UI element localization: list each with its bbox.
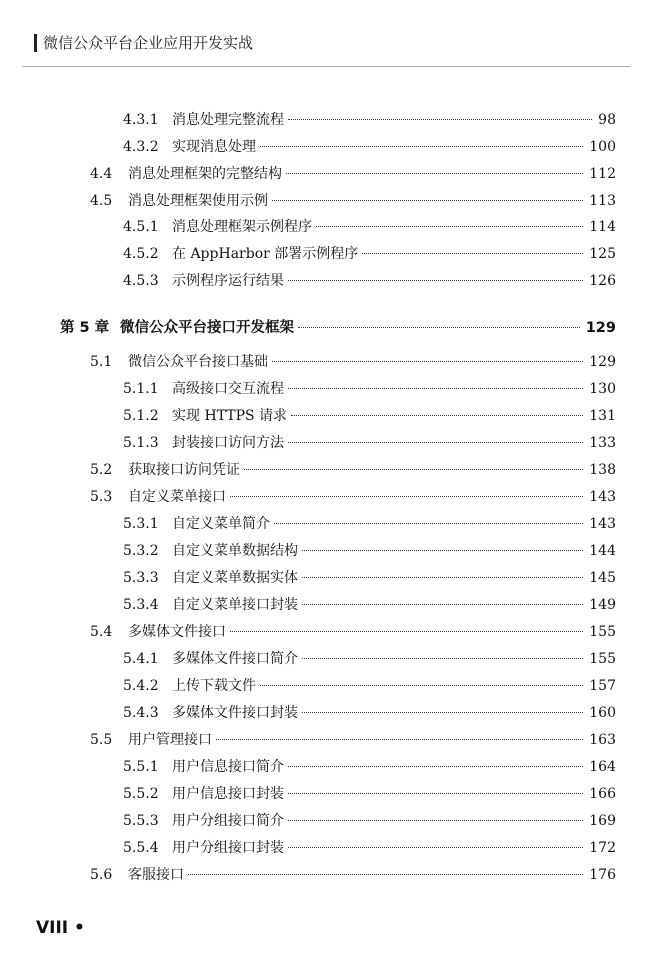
toc-title: 实现消息处理 [172, 139, 256, 155]
toc-page: 126 [589, 273, 616, 289]
toc-number: 5.5.4 [123, 840, 159, 856]
toc-entry[interactable] [123, 110, 616, 130]
toc-title: 上传下载文件 [172, 678, 256, 694]
toc-page: 149 [589, 597, 616, 613]
toc-page: 172 [589, 840, 616, 856]
dot-leader [216, 739, 583, 740]
toc-entry[interactable] [123, 595, 616, 615]
toc-entry[interactable] [90, 730, 616, 750]
toc-page: 138 [589, 462, 616, 478]
dot-leader [288, 388, 583, 389]
toc-page: 98 [598, 112, 616, 128]
toc-entry[interactable] [123, 379, 616, 399]
toc-title: 消息处理框架的完整结构 [128, 166, 282, 182]
toc-title: 消息处理框架示例程序 [172, 219, 312, 235]
toc-page: 155 [589, 651, 616, 667]
toc-page: 160 [589, 705, 616, 721]
toc-entry[interactable] [123, 271, 616, 291]
toc-entry[interactable] [90, 487, 616, 507]
toc-entry[interactable] [90, 191, 616, 211]
toc-number: 5.1.1 [123, 381, 159, 397]
toc-title: 自定义菜单数据实体 [172, 570, 298, 586]
toc-page: 164 [589, 759, 616, 775]
dot-leader [288, 847, 583, 848]
toc-title: 多媒体文件接口封装 [172, 705, 298, 721]
toc-number: 5.4.2 [123, 678, 159, 694]
running-header [34, 32, 253, 53]
toc-title: 多媒体文件接口 [128, 624, 226, 640]
toc-page: 129 [589, 354, 616, 370]
toc-page: 114 [589, 219, 616, 235]
dot-leader [288, 793, 583, 794]
toc-number: 5.4 [90, 624, 113, 640]
toc-entry[interactable] [123, 838, 616, 858]
toc-chapter-entry[interactable] [60, 318, 616, 338]
dot-leader [230, 631, 583, 632]
toc-entry[interactable] [123, 137, 616, 157]
toc-page: 131 [589, 408, 616, 424]
toc-page: 163 [589, 732, 616, 748]
toc-page: 133 [589, 435, 616, 451]
dot-leader [288, 766, 583, 767]
dot-leader [302, 604, 583, 605]
toc-number: 5.4.1 [123, 651, 159, 667]
toc-entry[interactable] [123, 433, 616, 453]
toc-page: 144 [589, 543, 616, 559]
chapter-title: 微信公众平台接口开发框架 [120, 320, 294, 336]
toc-title: 用户分组接口简介 [172, 813, 284, 829]
toc-title: 用户管理接口 [128, 732, 212, 748]
toc-title: 微信公众平台接口基础 [128, 354, 268, 370]
toc-page: 112 [589, 166, 616, 182]
toc-title: 封装接口访问方法 [172, 435, 284, 451]
header-rule [22, 66, 630, 67]
toc-number: 5.3.3 [123, 570, 159, 586]
toc-number: 4.5.3 [123, 273, 159, 289]
toc-number: 5.5.2 [123, 786, 159, 802]
chapter-number: 第 5 章 [60, 320, 110, 336]
toc-number: 4.5.2 [123, 246, 159, 262]
toc-number: 5.1.3 [123, 435, 159, 451]
toc-number: 5.4.3 [123, 705, 159, 721]
toc-number: 5.5.1 [123, 759, 159, 775]
toc-title: 自定义菜单接口封装 [172, 597, 298, 613]
toc-page: 166 [589, 786, 616, 802]
dot-leader [302, 550, 583, 551]
dot-leader [288, 820, 583, 821]
toc-title: 消息处理框架使用示例 [128, 193, 268, 209]
toc-title: 用户信息接口封装 [172, 786, 284, 802]
dot-leader [260, 685, 583, 686]
dot-leader [291, 415, 583, 416]
toc-number: 4.5.1 [123, 219, 159, 235]
dot-leader [302, 712, 583, 713]
toc-page: 169 [589, 813, 616, 829]
toc-number: 4.3.2 [123, 139, 159, 155]
toc-number: 5.3.4 [123, 597, 159, 613]
toc-number: 5.5.3 [123, 813, 159, 829]
toc-number: 5.2 [90, 462, 113, 478]
toc-entry[interactable] [123, 784, 616, 804]
toc-page: 143 [589, 516, 616, 532]
toc-page: 113 [589, 193, 616, 209]
toc-title: 获取接口访问凭证 [128, 462, 240, 478]
dot-leader [302, 577, 583, 578]
toc-entry[interactable] [123, 514, 616, 534]
toc-title: 自定义菜单数据结构 [172, 543, 298, 559]
dot-leader [230, 496, 583, 497]
toc-entry[interactable] [123, 568, 616, 588]
toc-page: 125 [589, 246, 616, 262]
dot-leader [274, 523, 583, 524]
toc-entry[interactable] [123, 703, 616, 723]
toc-number: 5.1.2 [123, 408, 159, 424]
toc-entry[interactable] [123, 676, 616, 696]
dot-leader [288, 280, 583, 281]
toc-page: 130 [589, 381, 616, 397]
dot-leader [188, 874, 583, 875]
toc-title: 实现 HTTPS 请求 [172, 408, 288, 424]
dot-leader [298, 327, 580, 328]
toc-page: 145 [589, 570, 616, 586]
toc-title: 用户分组接口封装 [172, 840, 284, 856]
toc-title: 自定义菜单简介 [172, 516, 270, 532]
toc-number: 4.5 [90, 193, 113, 209]
dot-leader [288, 119, 592, 120]
toc-page: 100 [589, 139, 616, 155]
dot-leader [244, 469, 583, 470]
toc-entry[interactable] [90, 460, 616, 480]
book-title: 微信公众平台企业应用开发实战 [43, 34, 254, 52]
toc-title: 客服接口 [128, 867, 184, 883]
toc-title: 多媒体文件接口简介 [172, 651, 298, 667]
toc-page: 155 [589, 624, 616, 640]
toc-title: 高级接口交互流程 [172, 381, 284, 397]
toc-page: 129 [585, 320, 616, 336]
toc-title: 消息处理完整流程 [172, 112, 284, 128]
toc-entry[interactable] [123, 406, 616, 426]
toc-entry[interactable] [123, 541, 616, 561]
toc-entry[interactable] [90, 865, 616, 885]
toc-number: 5.3.2 [123, 543, 159, 559]
dot-leader [272, 200, 583, 201]
header-bar-mark [34, 34, 37, 52]
toc-entry[interactable] [123, 811, 616, 831]
dot-leader [260, 146, 583, 147]
dot-leader [288, 442, 583, 443]
toc-page: 157 [589, 678, 616, 694]
toc-entry[interactable] [123, 649, 616, 669]
toc-number: 4.4 [90, 166, 113, 182]
toc-entry[interactable] [123, 217, 616, 237]
dot-leader [272, 361, 583, 362]
toc-page: 176 [589, 867, 616, 883]
toc-number: 4.3.1 [123, 112, 159, 128]
toc-number: 5.3.1 [123, 516, 159, 532]
toc-title: 示例程序运行结果 [172, 273, 284, 289]
toc-page: 143 [589, 489, 616, 505]
toc-title: 自定义菜单接口 [128, 489, 226, 505]
toc-entry[interactable] [90, 352, 616, 372]
page-number: VIII • [36, 918, 85, 938]
toc-entry[interactable] [90, 164, 616, 184]
dot-leader [302, 658, 583, 659]
dot-leader [316, 226, 583, 227]
toc-entry[interactable] [90, 622, 616, 642]
toc-title: 用户信息接口简介 [172, 759, 284, 775]
toc-number: 5.3 [90, 489, 113, 505]
toc-number: 5.1 [90, 354, 113, 370]
toc-title: 在 AppHarbor 部署示例程序 [172, 246, 359, 262]
toc-number: 5.5 [90, 732, 113, 748]
toc-entry[interactable] [123, 244, 616, 264]
toc-number: 5.6 [90, 867, 113, 883]
toc-entry[interactable] [123, 757, 616, 777]
dot-leader [286, 173, 583, 174]
dot-leader [362, 253, 583, 254]
